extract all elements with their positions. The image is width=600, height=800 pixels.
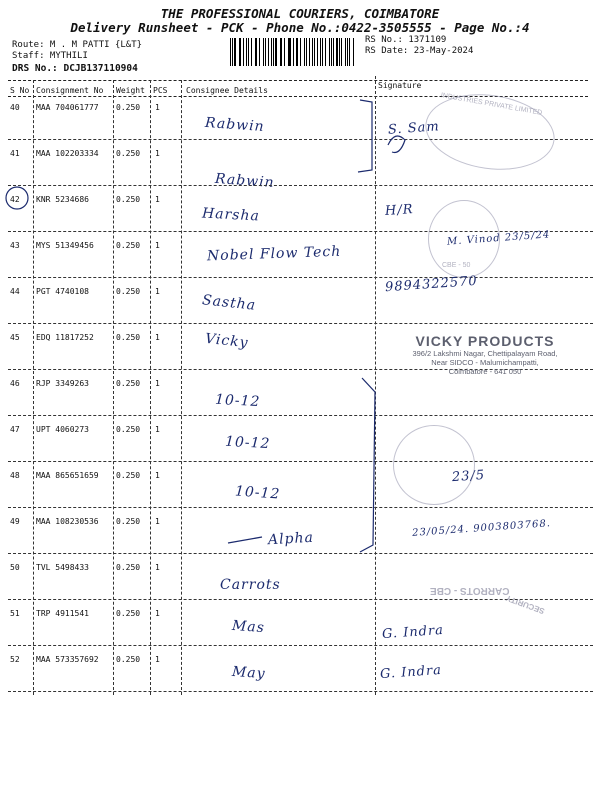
- carrots-stamp: CARROTS - CBE: [430, 585, 510, 596]
- row-pcs: 1: [155, 425, 160, 434]
- row-consignee-handwritten: Rabwin: [214, 170, 276, 192]
- row-consignment: MYS 51349456: [36, 241, 94, 250]
- row-sno: 43: [10, 241, 20, 250]
- row-pcs: 1: [155, 655, 160, 664]
- row-consignee-handwritten: Harsha: [201, 205, 261, 225]
- row-pcs: 1: [155, 195, 160, 204]
- route-label: Route: M . M PATTI {L&T}: [12, 40, 143, 50]
- row-consignment: EDQ 11817252: [36, 333, 94, 342]
- company-title: THE PROFESSIONAL COURIERS, COIMBATORE: [160, 6, 440, 21]
- row-consignment: MAA 102203334: [36, 149, 99, 158]
- security-stamp: SECURITY: [504, 593, 546, 616]
- vicky-stamp-address-3: Coimbatore - 641 050: [448, 367, 522, 376]
- row-consignee-handwritten: Rabwin: [204, 114, 266, 136]
- rs-number: RS No.: 1371109: [365, 35, 447, 45]
- rs-date: RS Date: 23-May-2024: [365, 46, 474, 56]
- circle-mark-42: [6, 187, 28, 209]
- row-weight: 0.250: [116, 103, 141, 112]
- row-sno: 52: [10, 655, 20, 664]
- row-weight: 0.250: [116, 287, 141, 296]
- col-consignment: Consignment No: [36, 86, 104, 95]
- row-weight: 0.250: [116, 149, 141, 158]
- row-sno: 40: [10, 103, 20, 112]
- bracket-10-12: [360, 378, 375, 552]
- row-sno: 42: [10, 195, 20, 204]
- row-pcs: 1: [155, 149, 160, 158]
- row-sno: 49: [10, 517, 20, 526]
- row-consignee-handwritten: Sastha: [201, 292, 257, 314]
- signature-stroke-40: [388, 136, 405, 153]
- row-weight: 0.250: [116, 609, 141, 618]
- col-signature: Signature: [378, 81, 422, 90]
- row-consignee-handwritten: Vicky: [204, 330, 250, 352]
- row-sno: 47: [10, 425, 20, 434]
- row-consignee-handwritten: Nobel Flow Tech: [206, 243, 342, 265]
- vicky-stamp-address-1: 396/2 Lakshmi Nagar, Chettipalayam Road,: [412, 349, 558, 358]
- row-weight: 0.250: [116, 379, 141, 388]
- row-consignee-handwritten: 10-12: [214, 391, 261, 411]
- row-weight: 0.250: [116, 471, 141, 480]
- col-consignee: Consignee Details: [186, 86, 268, 95]
- row-sno: 51: [10, 609, 20, 618]
- runsheet-subtitle: Delivery Runsheet - PCK - Phone No.:0422-3505555 - Page No.:4: [70, 20, 530, 35]
- row-signature: S. Sam: [387, 119, 441, 138]
- row-consignee-handwritten: Alpha: [267, 529, 315, 549]
- row-consignment: PGT 4740108: [36, 287, 89, 296]
- row-consignment: MAA 108230536: [36, 517, 99, 526]
- row-consignee-handwritten: Mas: [231, 617, 266, 637]
- row-sno: 46: [10, 379, 20, 388]
- row-signature: G. Indra: [379, 662, 443, 683]
- row-consignment: RJP 3349263: [36, 379, 89, 388]
- row-signature: 23/5: [451, 467, 486, 486]
- row-signature: M. Vinod 23/5/24: [446, 229, 551, 248]
- col-pcs: PCS: [153, 86, 168, 95]
- row-weight: 0.250: [116, 563, 141, 572]
- row-sno: 44: [10, 287, 20, 296]
- row-sno: 50: [10, 563, 20, 572]
- drs-label: DRS No.: DCJB137110904: [12, 63, 138, 74]
- round-stamp-cbe-text: CBE - 50: [442, 262, 471, 269]
- row-consignee-handwritten: 10-12: [234, 483, 281, 503]
- row-pcs: 1: [155, 517, 160, 526]
- row-weight: 0.250: [116, 517, 141, 526]
- row-consignment: UPT 4060273: [36, 425, 89, 434]
- row-pcs: 1: [155, 241, 160, 250]
- row-consignment: MAA 704061777: [36, 103, 99, 112]
- col-weight: Weight: [116, 86, 145, 95]
- row-sno: 48: [10, 471, 20, 480]
- row-weight: 0.250: [116, 241, 141, 250]
- row-consignee-handwritten: Carrots: [220, 577, 281, 593]
- row-pcs: 1: [155, 609, 160, 618]
- row-consignee-handwritten: 10-12: [224, 433, 271, 453]
- row-sno: 45: [10, 333, 20, 342]
- row-sno: 41: [10, 149, 20, 158]
- row-signature: 9894322570: [384, 273, 479, 296]
- strike-10-12: [228, 537, 262, 543]
- row-pcs: 1: [155, 471, 160, 480]
- row-pcs: 1: [155, 379, 160, 388]
- row-signature: H/R: [384, 202, 415, 219]
- row-weight: 0.250: [116, 333, 141, 342]
- row-pcs: 1: [155, 287, 160, 296]
- row-consignment: MAA 865651659: [36, 471, 99, 480]
- col-sno: S No: [10, 86, 30, 95]
- vicky-stamp-name: VICKY PRODUCTS: [415, 333, 555, 349]
- row-pcs: 1: [155, 333, 160, 342]
- row-consignment: TVL 5498433: [36, 563, 89, 572]
- row-weight: 0.250: [116, 655, 141, 664]
- row-consignment: TRP 4911541: [36, 609, 89, 618]
- bracket-rabwin: [358, 100, 372, 172]
- company-stamp-text: INDUSTRIES PRIVATE LIMITED: [440, 92, 543, 117]
- row-consignment: KNR 5234686: [36, 195, 89, 204]
- row-consignment: MAA 573357692: [36, 655, 99, 664]
- row-pcs: 1: [155, 103, 160, 112]
- row-signature: G. Indra: [381, 622, 445, 643]
- staff-label: Staff: MYTHILI: [12, 51, 88, 61]
- row-weight: 0.250: [116, 195, 141, 204]
- row-weight: 0.250: [116, 425, 141, 434]
- row-signature: 23/05/24. 9003803768.: [411, 518, 552, 539]
- vicky-stamp-address-2: Near SIDCO - Malumichampatti,: [431, 358, 539, 367]
- row-consignee-handwritten: May: [231, 663, 267, 683]
- row-pcs: 1: [155, 563, 160, 572]
